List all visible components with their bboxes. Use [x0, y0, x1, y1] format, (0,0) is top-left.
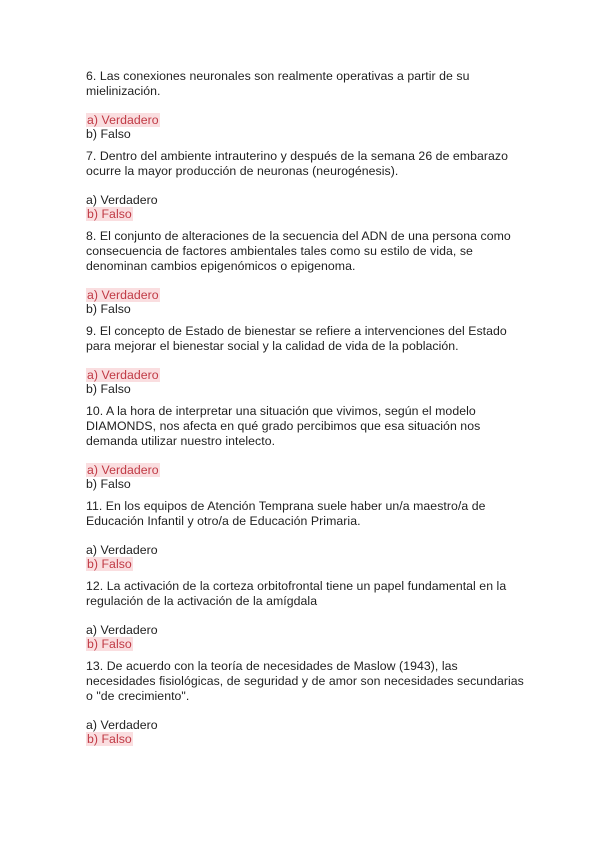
option-label: b) Falso: [87, 732, 132, 746]
option-label: a) Verdadero: [86, 543, 158, 557]
option-a-marked: [86, 368, 526, 382]
option-a-marked: [86, 288, 526, 302]
option-label: b) Falso: [86, 127, 131, 141]
question-text: 9. El concepto de Estado de bienestar se refiere a intervenciones del Estado para mejorar el bienestar social y la calidad de vida de la población.: [86, 324, 507, 353]
question-text: 13. De acuerdo con la teoría de necesidades de Maslow (1943), las necesidades fisiológicas, de seguridad y de amor son necesidades secundarias o "de crecimiento".: [86, 659, 524, 703]
option-a: [86, 193, 526, 207]
question-8: [86, 229, 526, 316]
option-label: a) Verdadero: [86, 718, 158, 732]
option-label: a) Verdadero: [87, 368, 159, 382]
option-a: [86, 718, 526, 732]
option-b-marked: [86, 207, 526, 221]
option-b-marked: [86, 732, 526, 746]
question-list: [86, 69, 526, 754]
question-text: 11. En los equipos de Atención Temprana suele haber un/a maestro/a de Educación Infantil y otro/a de Educación Primaria.: [86, 499, 486, 528]
option-b-marked: [86, 637, 526, 651]
option-label: a) Verdadero: [87, 113, 159, 127]
option-label: b) Falso: [87, 637, 132, 651]
option-a: [86, 623, 526, 637]
question-text: 12. La activación de la corteza orbitofrontal tiene un papel fundamental en la regulación de la activación de la amígdala: [86, 579, 507, 608]
question-10: [86, 404, 526, 491]
option-label: a) Verdadero: [86, 193, 158, 207]
option-label: b) Falso: [86, 302, 131, 316]
question-6: [86, 69, 526, 141]
option-label: b) Falso: [87, 207, 132, 221]
question-9: [86, 324, 526, 396]
question-text: 10. A la hora de interpretar una situación que vivimos, según el modelo DIAMONDS, nos afecta en qué grado percibimos que esa situación nos demanda utilizar nuestro intelecto.: [86, 404, 481, 448]
option-label: b) Falso: [86, 382, 131, 396]
question-text: 8. El conjunto de alteraciones de la secuencia del ADN de una persona como consecuencia de factores ambientales tales como su estilo de vida, se denominan cambios epigenómicos o epigenoma.: [86, 229, 511, 273]
option-b: [86, 382, 526, 396]
question-7: [86, 149, 526, 221]
option-label: a) Verdadero: [87, 463, 159, 477]
option-label: b) Falso: [87, 557, 132, 571]
option-label: b) Falso: [86, 477, 131, 491]
option-b-marked: [86, 557, 526, 571]
option-b: [86, 477, 526, 491]
option-a-marked: [86, 113, 526, 127]
option-b: [86, 302, 526, 316]
question-12: [86, 579, 526, 651]
option-a: [86, 543, 526, 557]
question-text: 7. Dentro del ambiente intrauterino y después de la semana 26 de embarazo ocurre la mayor producción de neuronas (neurogénesis).: [86, 149, 509, 178]
question-11: [86, 499, 526, 571]
option-label: a) Verdadero: [86, 623, 158, 637]
question-text: 6. Las conexiones neuronales son realmente operativas a partir de su mielinización.: [86, 69, 470, 98]
option-b: [86, 127, 526, 141]
question-13: [86, 659, 526, 746]
option-label: a) Verdadero: [87, 288, 159, 302]
option-a-marked: [86, 463, 526, 477]
